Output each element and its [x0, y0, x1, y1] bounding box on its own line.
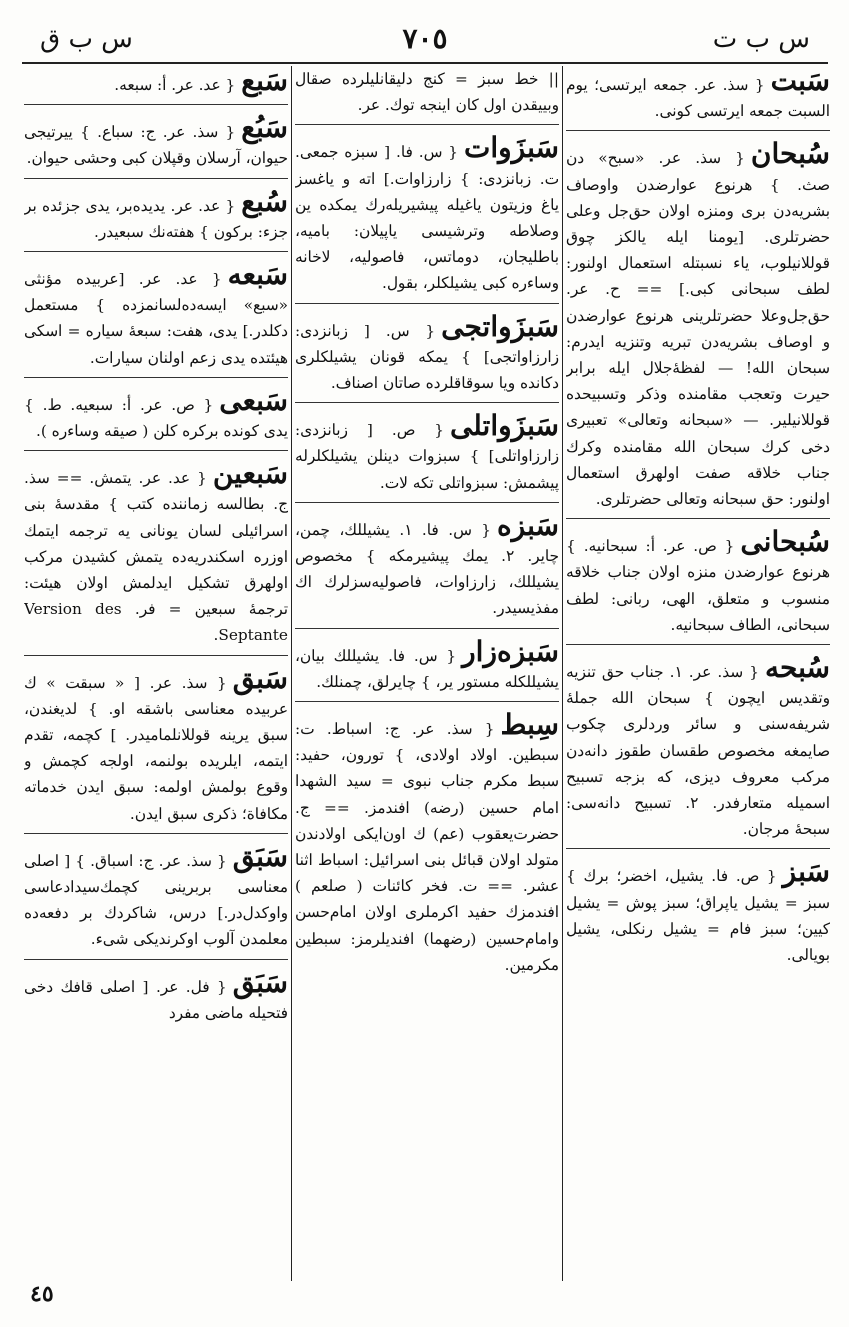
- dictionary-entry: [24, 113, 288, 178]
- entry-headword: سَبزَواتجی: [441, 309, 559, 343]
- entry-headword: سَبَق: [232, 965, 288, 999]
- dictionary-entry: [24, 184, 288, 252]
- entry-definition: { سذ. عر. «سبح» دن صث. } هرنوع عوارضدن واوصاف بشریه‌دن بری ومنزه اولان حق‌جل وعلی حضرتلری. [یومنا ایله یالكز چوق قوللانیلوب، یاء نسبتله استعمال اولنور: لطف سبحانی كبی.] == ح. عر. حق‌جل‌وعلا حضرتلرینی هرنوع عوارضدن و اوصاف بشریه‌دن تبریه وتنزیه ایدرم: سبحان الله! — لفظهٔ‌جلال ایله برابر حیرت وتعجب مقامنده وذكر وتسبیحده قوللانیلیر. — «سبحانه وتعالی» تعبیری دخی كرك سبحان الله مقامنده وكرك جناب خلاقه صفت اولهرق استعمال اولنور: حق سبحانه وتعالی حضرتلری.: [566, 149, 830, 509]
- dictionary-entry: [24, 260, 288, 378]
- dictionary-entry: [295, 634, 559, 702]
- entry-headword: سَبزَواتلی: [449, 409, 559, 443]
- entry-definition: { ص. عر. أ: سبحانیه. } هرنوع عوارضدن منزه اولان جناب خلاقه منسوب و متعلق، الهی، ربانی: لطف سبحانی، الطاف سبحانیه.: [566, 537, 830, 634]
- dictionary-entry: [566, 66, 830, 131]
- entry-headword: سَبزه‌زار: [462, 634, 559, 668]
- entry-definition: { عد. عر. أ: سبعه.: [114, 76, 236, 94]
- entry-definition: { سذ. عر. ١. جناب حق تنزیه وتقدیس ایچون } سبحان الله جملهٔ شریفه‌سنی و سائر وردلری چكوب صایمغه مخصوص طقسان طقوز دانه‌دن مركب معروف دیزی، كه بزجه تسبیح اسمیله متعارفدر. ٢. تسبیح دانه‌سی: سبحهٔ مرجان.: [566, 663, 830, 839]
- dictionary-entry: [24, 965, 288, 1032]
- dictionary-entry: [566, 527, 830, 645]
- dictionary-entry: [295, 309, 559, 404]
- entry-definition: { ص. [ زبانزدی: زارزاواتلی] } سبزوات دینلن یشیلكلرله پیشمش: سبزواتلی تكه لات.: [295, 421, 559, 492]
- dictionary-entry: [566, 857, 830, 974]
- entry-headword: سَبع: [241, 66, 288, 97]
- entry-headword: سُبحه: [764, 651, 830, 685]
- dictionary-entry: [295, 710, 559, 984]
- entry-definition: || خط سبز = كنج دلیقانلیلرده صقال وبییقدن اول كان اینجه توك. عر.: [295, 70, 559, 115]
- dictionary-entry: [24, 66, 288, 105]
- dictionary-entry: [295, 66, 559, 125]
- dictionary-entry: [24, 839, 288, 960]
- entry-headword: سَبزه: [496, 508, 559, 542]
- column-left: [24, 66, 288, 1276]
- entry-headword: سَبَق: [232, 839, 288, 873]
- page-number: ٧٠٥: [402, 22, 448, 55]
- column-right: [566, 66, 830, 1276]
- entry-definition: { ص. عر. أ: سبعیه. ط. } یدی كونده بركره كلن ( صیقه وساءره ).: [24, 395, 288, 441]
- dictionary-entry: [295, 133, 559, 303]
- entry-definition: { ص. فا. یشیل، اخضر؛ برك } سبز = یشیل یاپراق؛ سبز پوش = یشیل كیین؛ سبز فام = یشیل رنكلی، یشیل بویالی.: [566, 867, 830, 965]
- entry-headword: سَبعین: [212, 457, 288, 491]
- entry-headword: سَبق: [232, 661, 288, 695]
- dictionary-entry: [24, 459, 288, 655]
- entry-headword: سَبز: [782, 855, 830, 889]
- entry-definition: { سذ. عر. جمعه ایرتسی؛ یوم السبت جمعه ایرتسی كونی.: [566, 76, 830, 121]
- entry-headword: سَبت: [770, 66, 830, 97]
- signature-mark: ٤٥: [30, 1281, 54, 1307]
- entry-headword: سَبزَوات: [463, 131, 559, 165]
- entry-definition: { عد. عر. یتمش. == سذ. ج. بطالسه زماننده كتب } مقدسهٔ بنی اسرائیلی لسان یونانی یه ترجمه ایتمك اوزره اسكندریه‌ده یتمش كشیدن مركب اولهرق تشكیل ایدلمش اولان هیئت: ترجمهٔ سبعین = فر. Version des Septante.: [24, 469, 288, 645]
- dictionary-entry: [24, 661, 288, 834]
- column-divider: [562, 66, 563, 1281]
- entry-definition: { سذ. عر. ج: اسباط. ت: سبطین. اولاد اولادی، } تورون، حفید: سبط مكرم جناب نبوی = سید الشهدا امام حسین (رضه) افندمز. == ج. حضرت‌یعقوب (عم) ك اون‌ایكی اولادندن متولد اولان قبائل بنی اسرائیل: اسباط اثنا عشر. == ت. فخر كائنات ( صلعم ) افندمزك حفید اكرملری اولان امام‌حسن وامام‌حسین (رضهما) افندیلرمز: سبطین مكرمین.: [295, 720, 559, 974]
- entry-definition: { سذ. عر. [ « سبقت » ك عربیده معناسی باشقه او. } لدیغندن، سبق یرینه قوللانلمامیدر. ] كچمه، تقدم ایتمه، ایلریده بولنمه، اولجه كچمش و وقوع بولمش اولمه: سبق ایدن خدماته مكافاة؛ ذكری سبق ایدن.: [24, 673, 288, 823]
- entry-definition: { س. فا. ١. یشیللك، چمن، چایر. ٢. یمك پیشیرمكه } مخصوص یشیللك، زارزاوات، فاصولیه‌سزلرك اك مفذیسیدر.: [295, 520, 559, 618]
- entry-headword: سِبط: [500, 708, 559, 742]
- column-divider: [291, 66, 292, 1281]
- entry-definition: { سذ. عر. ج: اسباق. } [ اصلی معناسی بربرینی كچمك‌سیدادعاسی واوكدل‌در.] درس، شاكردك بر دفعه‌ده معلمدن آلوب اوكرندیكی شیء.: [24, 851, 288, 949]
- entry-definition: { س. فا. یشیللك بیان، یشیللكله مستور یر، } چایرلق، چمنلك.: [295, 646, 559, 691]
- entry-headword: سُبحان: [750, 137, 830, 171]
- entry-definition: { عد. عر. یدیده‌بر، یدی جزئده بر جزء: بركون } هفته‌نك سبعیدر.: [24, 196, 288, 241]
- dictionary-entry: [566, 653, 830, 849]
- header-rule: [22, 62, 828, 64]
- entry-definition: { فل. عر. [ اصلی قافك دخی فتحیله ماضی مفرد: [24, 977, 288, 1022]
- entry-headword: سُبع: [241, 184, 288, 218]
- entry-headword: سُبحانی: [740, 525, 830, 559]
- entry-headword: سَبعی: [219, 383, 288, 417]
- entry-headword: سَبُع: [241, 111, 288, 145]
- entry-headword: سَبعه: [227, 258, 288, 292]
- entry-definition: { س. [ زبانزدی: زارزاواتجی] } یمكه قونان یشیلكلری دكانده ویا سوقاقلرده صاتان اصناف.: [295, 321, 559, 393]
- dictionary-entry: [566, 139, 830, 519]
- page-header: [20, 18, 830, 58]
- column-middle: [295, 66, 559, 1276]
- dictionary-entry: [24, 383, 288, 451]
- entry-definition: { سذ. عر. ج: سباع. } ییرتیجی حیوان، آرسلان وقپلان كبی وحشی حیوان.: [24, 123, 288, 168]
- header-left-letters: س ب ق: [40, 24, 133, 54]
- entry-definition: { س. فا. [ سبزه جمعی. ت. زبانزدی: } زارزاوات.] اته و یاغسز یاغ وزیتون یاغیله پیشیریله‌رك یمكده ین وصلاطه وترشیسی یاپیلان: بامیه، باطلیجان، دوماتس، فاصولیه، لاخانه وساءره كبی یشیلكلر، بقول.: [295, 143, 559, 293]
- header-right-letters: س ب ت: [712, 24, 810, 54]
- dictionary-entry: [295, 411, 559, 503]
- dictionary-entry: [295, 508, 559, 629]
- entry-definition: { عد. عر. [عربیده مؤنثی «سبع» ایسه‌ده‌لسانمزده } مستعمل دكلدر.] یدی، هفت: سبعهٔ سیاره = اسكی هیئتده یدی زعم اولنان سیارات.: [24, 270, 288, 367]
